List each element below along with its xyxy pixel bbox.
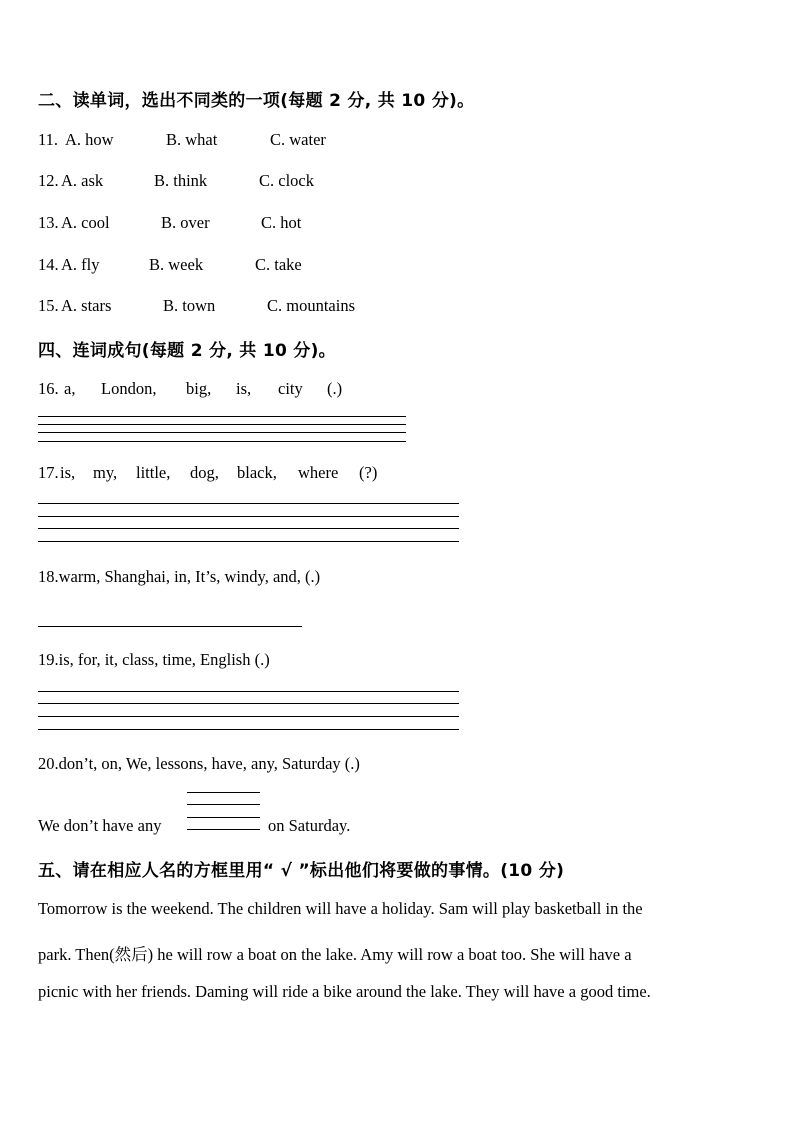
word: where <box>298 463 339 482</box>
passage-line: picnic with her friends. Daming will ride a bike around the lake. They will have a good time. <box>38 982 651 1001</box>
section-4-heading: 四、连词成句(每题 2 分, 共 10 分)。 <box>38 341 336 361</box>
question-number: 12. <box>38 171 59 190</box>
question-19: 19.is, for, it, class, time, English (.) <box>38 650 270 669</box>
question-12 <box>38 171 438 193</box>
word: little, <box>136 463 171 482</box>
question-11 <box>38 130 438 152</box>
answer-line[interactable] <box>38 441 406 442</box>
blank-line[interactable] <box>187 804 260 805</box>
word: is, <box>236 379 252 398</box>
sentence-suffix: on Saturday. <box>268 816 351 835</box>
option-b: B. week <box>149 255 204 274</box>
option-c: C. mountains <box>267 296 356 315</box>
answer-line[interactable] <box>38 729 459 730</box>
option-a: A. stars <box>61 296 112 315</box>
word: (?) <box>359 463 378 482</box>
question-18: 18.warm, Shanghai, in, It’s, windy, and, (.) <box>38 567 321 586</box>
question-number: 11. <box>38 130 59 149</box>
word: a, <box>64 379 76 398</box>
answer-line[interactable] <box>38 703 459 704</box>
option-a: A. ask <box>61 171 104 190</box>
passage-line: Tomorrow is the weekend. The children will have a holiday. Sam will play basketball in the <box>38 899 643 918</box>
word: dog, <box>190 463 219 482</box>
question-number: 13. <box>38 213 59 232</box>
option-b: B. think <box>154 171 208 190</box>
question-17 <box>38 463 438 485</box>
word: city <box>278 379 303 398</box>
option-c: C. hot <box>261 213 302 232</box>
question-number: 14. <box>38 255 59 274</box>
question-13 <box>38 213 438 235</box>
section-2-heading: 二、读单词，选出不同类的一项(每题 2 分, 共 10 分)。 <box>38 91 475 111</box>
option-b: B. over <box>161 213 210 232</box>
answer-line[interactable] <box>38 424 406 425</box>
option-a: A. fly <box>61 255 100 274</box>
section-5-heading: 五、请在相应人名的方框里用“ √ ”标出他们将要做的事情。(10 分) <box>38 861 565 881</box>
question-16 <box>38 379 438 401</box>
option-c: C. clock <box>259 171 314 190</box>
blank-line[interactable] <box>187 792 260 793</box>
answer-line[interactable] <box>38 528 459 529</box>
question-15 <box>38 296 438 318</box>
question-number: 15. <box>38 296 59 315</box>
word: big, <box>186 379 212 398</box>
question-20: 20.don’t, on, We, lessons, have, any, Saturday (.) <box>38 754 360 773</box>
question-number: 16. <box>38 379 59 398</box>
answer-line[interactable] <box>38 432 406 433</box>
answer-line[interactable] <box>38 691 459 692</box>
question-14 <box>38 255 438 277</box>
answer-line[interactable] <box>38 716 459 717</box>
option-b: B. town <box>163 296 216 315</box>
answer-line[interactable] <box>38 541 459 542</box>
question-number: 17. <box>38 463 59 482</box>
word: my, <box>93 463 118 482</box>
blank-line[interactable] <box>187 817 260 818</box>
sentence-prefix: We don’t have any <box>38 816 162 835</box>
answer-line[interactable] <box>38 626 302 627</box>
option-c: C. take <box>255 255 302 274</box>
option-a: A. how <box>65 130 114 149</box>
word: (.) <box>327 379 343 398</box>
answer-line[interactable] <box>38 416 406 417</box>
word: black, <box>237 463 277 482</box>
blank-line[interactable] <box>187 829 260 830</box>
answer-line[interactable] <box>38 516 459 517</box>
option-c: C. water <box>270 130 326 149</box>
word: is, <box>60 463 76 482</box>
passage-line: park. Then(然后) he will row a boat on the lake. Amy will row a boat too. She will have a <box>38 945 632 964</box>
answer-line[interactable] <box>38 503 459 504</box>
option-a: A. cool <box>61 213 110 232</box>
word: London, <box>101 379 157 398</box>
option-b: B. what <box>166 130 218 149</box>
